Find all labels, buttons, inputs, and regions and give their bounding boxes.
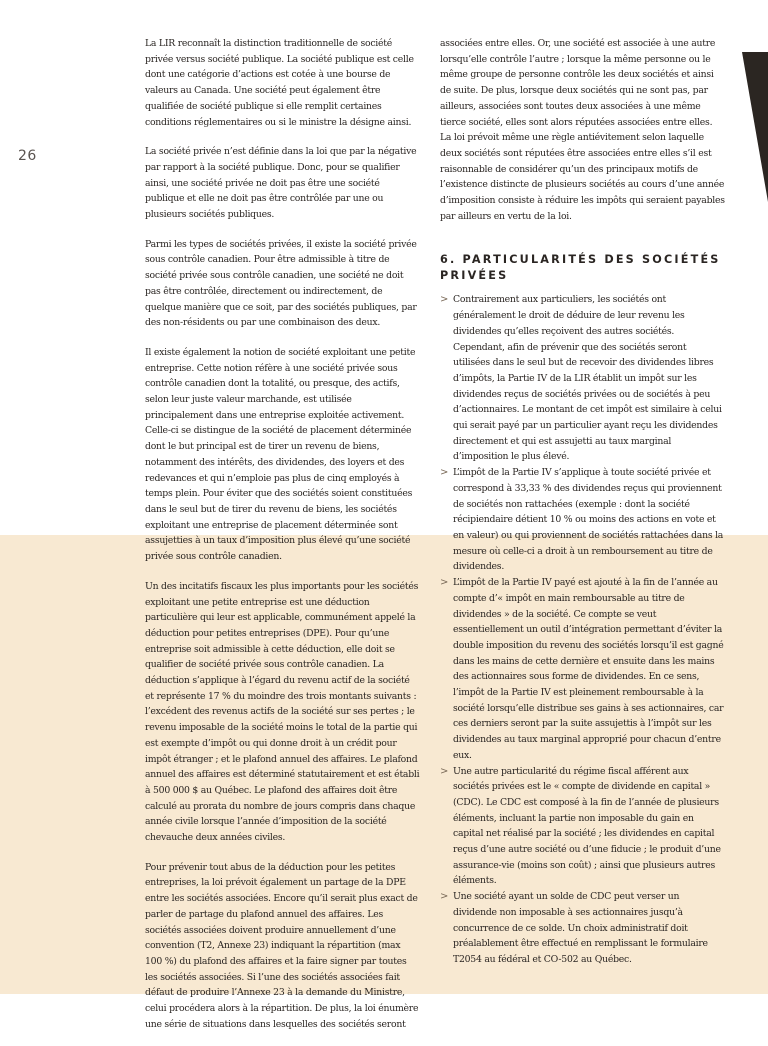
- paragraph: associées entre elles. Or, une société est associée à une autre lorsqu’elle contrôle l’autre ; lorsque la même personne ou le même groupe de personne contrôle les deux sociétés et ainsi de suite. De plus, lorsque deux sociétés qui ne sont pas, par ailleurs, associées sont toutes deux associées à une même tierce société, elles sont alors réputées associées entre elles. La loi prévoit même une règle antiévitement selon laquelle deux sociétés sont réputées être associées entre elles s’il est raisonnable de considérer qu’un des principaux motifs de l’existence distincte de plusieurs sociétés au cours d’une année d’imposition consiste à réduire les impôts qui seraient payables par ailleurs en vertu de la loi.: [440, 38, 725, 222]
- left-column: [145, 36, 420, 1046]
- paragraph: Pour prévenir tout abus de la déduction pour les petites entreprises, la loi prévoit également un partage de la DPE entre les sociétés associées. Encore qu’il serait plus exact de parler de partage du plafond annuel des affaires. Les sociétés associées doivent produire annuellement d’une convention (T2, Annexe 23) indiquant la répartition (max 100 %) du plafond des affaires et la faire signer par toutes les sociétés associées. Si l’une des sociétés associées fait défaut de produire l’Annexe 23 à la demande du Ministre, celui procédera alors à la répartition. De plus, la loi énumère une série de situations dans lesquelles des sociétés seront: [145, 861, 419, 1030]
- right-column: [440, 36, 725, 968]
- list-item: [440, 465, 725, 575]
- chevron-right-icon: >: [440, 891, 449, 903]
- list-item: [440, 575, 725, 763]
- list-item: [440, 764, 725, 890]
- list-item-text: L’impôt de la Partie IV s’applique à toute société privée et correspond à 33,33 % des dividendes reçus qui proviennent de sociétés non rattachées (exemple : dont la société récipiendaire détient 10 % ou moins des actions en vote et en valeur) ou qui proviennent de sociétés rattachées dans la mesure où celle-ci a droit à un remboursement au titre de dividendes.: [453, 467, 724, 573]
- section-heading: 6. PARTICULARITÉS DES SOCIÉTÉS PRIVÉES: [440, 253, 721, 283]
- list-item-text: Contrairement aux particuliers, les sociétés ont généralement le droit de déduire de leur revenu les dividendes qu’elles reçoivent des autres sociétés. Cependant, afin de prévenir que des sociétés seront utilisées dans le seul but de recevoir des dividendes libres d’impôts, la Partie IV de la LIR établit un impôt sur les dividendes reçus de sociétés privées ou de sociétés à peu d’actionnaires. Le montant de cet impôt est similaire à celui qui serait payé par un particulier ayant reçu les dividendes directement et qui est assujetti au taux marginal d’imposition le plus élevé.: [453, 294, 722, 463]
- paragraph: Un des incitatifs fiscaux les plus importants pour les sociétés exploitant une petite entreprise est une déduction particulière qui leur est applicable, communément appelé la déduction pour petites entreprises (DPE). Pour qu’une entreprise soit admissible à cette déduction, elle doit se qualifier de société privée sous contrôle canadien. La déduction s’applique à l’égard du revenu actif de la société et représente 17 % du moindre des trois montants suivants : l’excédent des revenus actifs de la société sur ses pertes ; le revenu imposable de la société moins le total de la partie qui est exempte d’impôt ou qui donne droit à un crédit pour impôt étranger ; et le plafond annuel des affaires. Le plafond annuel des affaires est déterminé statutairement et est établi à 500 000 $ au Québec. Le plafond des affaires doit être calculé au prorata du nombre de jours compris dans chaque année civile lorsque l’année d’imposition de la société chevauche deux années civiles.: [145, 580, 420, 844]
- chevron-right-icon: >: [440, 467, 449, 479]
- chevron-right-icon: >: [440, 294, 449, 306]
- bullet-list: [440, 292, 725, 967]
- paragraph: Parmi les types de sociétés privées, il existe la société privée sous contrôle canadien. Pour être admissible à titre de société privée sous contrôle canadien, une société ne doit pas être contrôlée, directement ou indirectement, de quelque manière que ce soit, par des sociétés publiques, par des non-résidents ou par une combinaison des deux.: [145, 238, 417, 329]
- page-number: 26: [18, 148, 37, 164]
- paragraph: La société privée n’est définie dans la loi que par la négative par rapport à la société publique. Donc, pour se qualifier ainsi, une société privée ne doit pas être une société publique et elle ne doit pas être contrôlée par une ou plusieurs sociétés publiques.: [145, 146, 417, 221]
- paragraph: La LIR reconnaît la distinction traditionnelle de société privée versus société publique. La société publique est celle dont une catégorie d’actions est cotée à une bourse de valeurs au Canada. Une société peut également être qualifiée de société publique si elle remplit certaines conditions réglementaires ou si le ministre la désigne ainsi.: [145, 38, 414, 128]
- list-item-text: L’impôt de la Partie IV payé est ajouté à la fin de l’année au compte d’« impôt en main remboursable au titre de dividendes » de la société. Ce compte se veut essentiellement un outil d’intégration permettant d’éviter la double imposition du revenu des sociétés lorsqu’il est gagné dans les mains de cette dernière et ensuite dans les mains des actionnaires sous forme de dividendes. En ce sens, l’impôt de la Partie IV est pleinement remboursable à la société lorsqu’elle distribue ses gains à ses actionnaires, car ces derniers seront par la suite assujettis à l’impôt sur les dividendes au taux marginal approprié pour chacun d’entre eux.: [453, 577, 724, 761]
- list-item-text: Une société ayant un solde de CDC peut verser un dividende non imposable à ses actionnaires jusqu’à concurrence de ce solde. Un choix administratif doit préalablement être effectué en remplissant le formulaire T2054 au fédéral et CO-502 au Québec.: [453, 891, 708, 965]
- chevron-right-icon: >: [440, 577, 449, 589]
- chevron-right-icon: >: [440, 765, 449, 777]
- corner-tab: [742, 52, 768, 202]
- list-item: [440, 889, 725, 968]
- list-item: [440, 292, 725, 465]
- list-item-text: Une autre particularité du régime fiscal afférent aux sociétés privées est le « compte de dividende en capital » (CDC). Le CDC est composé à la fin de l’année de plusieurs éléments, incluant la partie non imposable du gain en capital net réalisé par la société ; les dividendes en capital reçus d’une autre société ou d’une fiducie ; le produit d’une assurance-vie (moins son coût) ; ainsi que plusieurs autres éléments.: [453, 765, 721, 887]
- paragraph: Il existe également la notion de société exploitant une petite entreprise. Cette notion réfère à une société privée sous contrôle canadien dont la totalité, ou presque, des actifs, selon leur juste valeur marchande, est utilisée principalement dans une entreprise exploitée activement. Celle-ci se distingue de la société de placement déterminée dont le but principal est de tirer un revenu de biens, notamment des intérêts, des dividendes, des loyers et des redevances et qui n’emploie pas plus de cinq employés à temps plein. Pour éviter que des sociétés soient constituées dans le seul but de tirer du revenu de biens, les sociétés exploitant une entreprise de placement déterminée sont assujetties à un taux d’imposition plus élevé qu’une société privée sous contrôle canadien.: [145, 346, 416, 563]
